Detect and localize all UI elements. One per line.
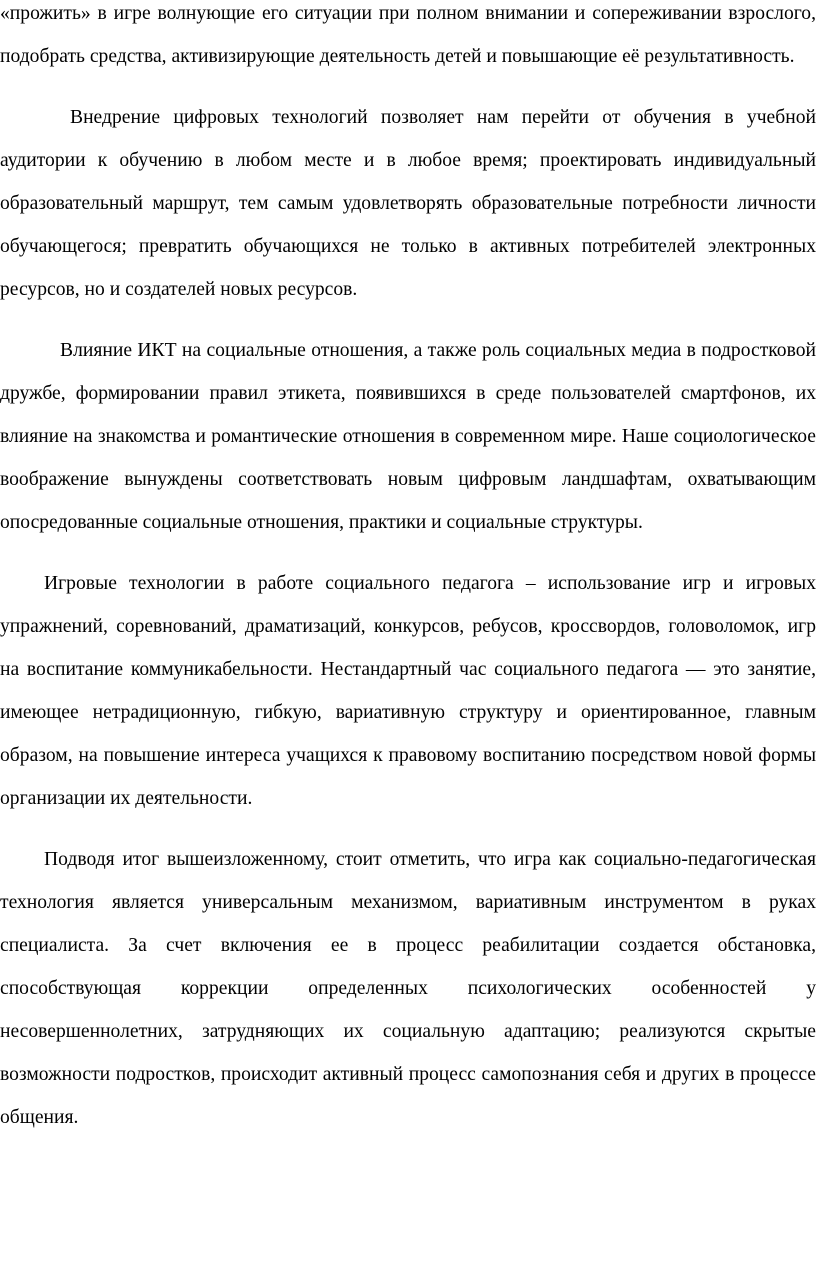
paragraph-digital-technologies: Внедрение цифровых технологий позволяет нам перейти от обучения в учебной аудитории к обучению в любом месте и в любое время; проектировать индивидуальный образовательный маршрут, тем самым удовлетворять образовательные потребности личности обучающегося; превратить обучающихся не только в активных потребителей электронных ресурсов, но и создателей новых ресурсов. (0, 107, 816, 300)
paragraph-game-technologies: Игровые технологии в работе социального педагога – использование игр и игровых упражнений, соревнований, драматизаций, конкурсов, ребусов, кроссвордов, головоломок, игр на воспитание коммуникабельности. Нестандартный час социального педагога — это занятие, имеющее нетрадиционную, гибкую, вариативную структуру и ориентированное, главным образом, на повышение интереса учащихся к правовому воспитанию посредством новой формы организации их деятельности. (0, 573, 816, 809)
paragraph-ict-influence: Влияние ИКТ на социальные отношения, а также роль социальных медиа в подростковой дружбе, формировании правил этикета, появившихся в среде пользователей смартфонов, их влияние на знакомства и романтические отношения в современном мире. Наше социологическое воображение вынуждены соответствовать новым цифровым ландшафтам, охватывающим опосредованные социальные отношения, практики и социальные структуры. (0, 340, 816, 533)
paragraph-continuation: «прожить» в игре волнующие его ситуации при полном внимании и сопереживании взрослого, подобрать средства, активизирующие деятельность детей и повышающие её результативность. (0, 3, 816, 67)
paragraph-conclusion: Подводя итог вышеизложенному, стоит отметить, что игра как социально-педагогическая технология является универсальным механизмом, вариативным инструментом в руках специалиста. За счет включения ее в процесс реабилитации создается обстановка, способствующая коррекции определенных психологических особенностей у несовершеннолетних, затрудняющих их социальную адаптацию; реализуются скрытые возможности подростков, происходит активный процесс самопознания себя и других в процессе общения. (0, 849, 816, 1128)
